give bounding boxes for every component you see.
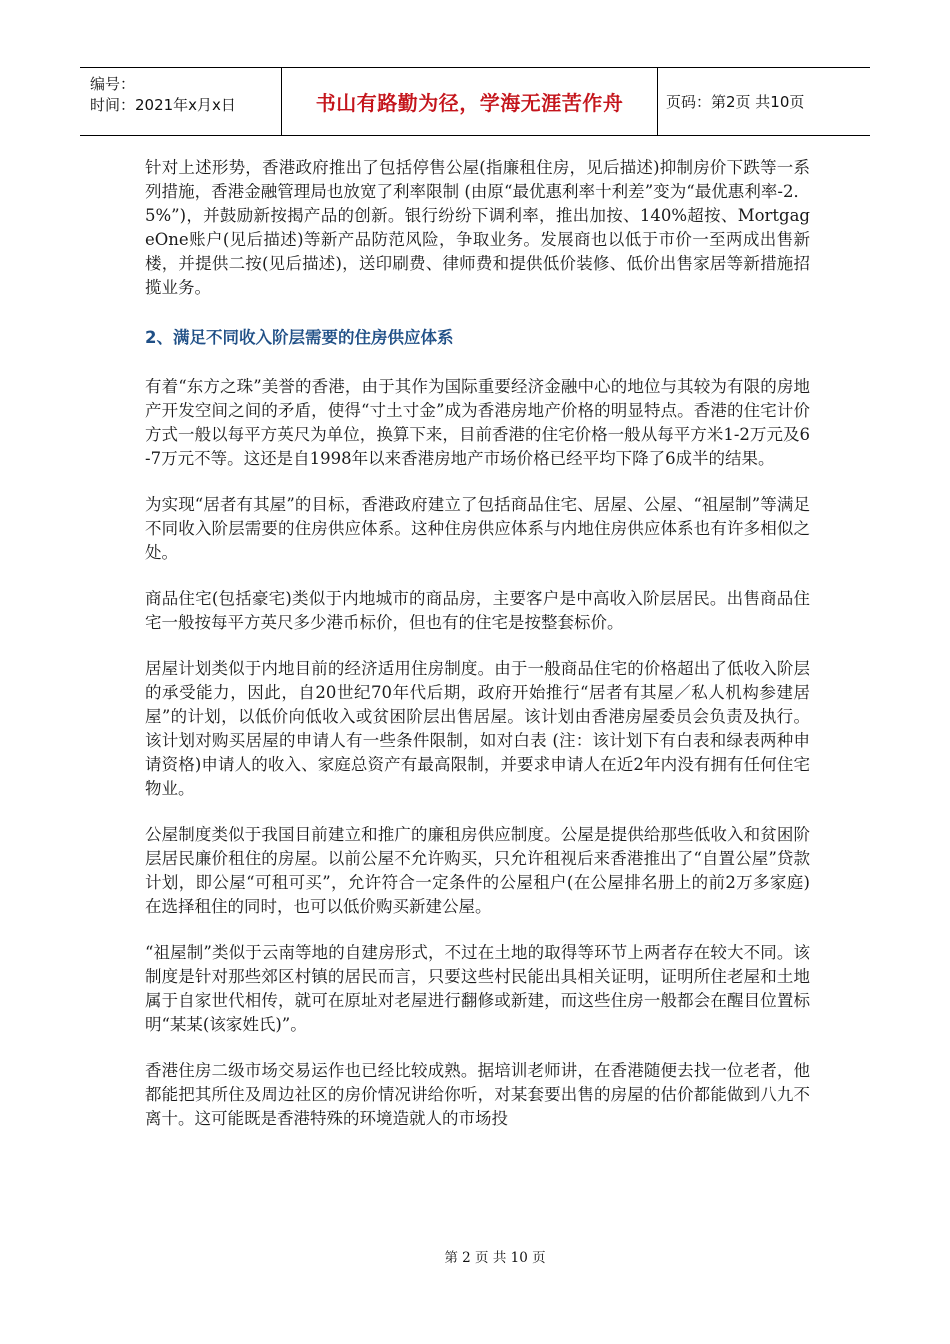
- paragraph: 有着“东方之珠”美誉的香港，由于其作为国际重要经济金融中心的地位与其较为有限的房地产开发空间之间的矛盾，使得“寸土寸金”成为香港房地产价格的明显特点。香港的住宅计价方式一般以每平方英尺为单位，换算下来，目前香港的住宅价格一般从每平方米1-2万元及6-7万元不等。这还是自1998年以来香港房地产市场价格已经平均下降了6成半的结果。: [145, 377, 810, 468]
- header-motto-cell: [282, 68, 658, 135]
- paragraph: 为实现“居者有其屋”的目标，香港政府建立了包括商品住宅、居屋、公屋、“祖屋制”等满足不同收入阶层需要的住房供应体系。这种住房供应体系与内地住房供应体系也有许多相似之处。: [145, 495, 810, 562]
- page-label: 页码：第2页 共10页: [666, 93, 805, 111]
- document-header: [80, 67, 870, 136]
- paragraph: 香港住房二级市场交易运作也已经比较成熟。据培训老师讲，在香港随便去找一位老者，他都能把其所住及周边社区的房价情况讲给你听，对某套要出售的房屋的估价都能做到八九不离十。这可能既是香港特殊的环境造就人的市场投: [145, 1061, 810, 1128]
- paragraph: 公屋制度类似于我国目前建立和推广的廉租房供应制度。公屋是提供给那些低收入和贫困阶层居民廉价租住的房屋。以前公屋不允许购买，只允许租视后来香港推出了“自置公屋”贷款计划，即公屋“可租可买”，允许符合一定条件的公屋租户(在公屋排名册上的前2万多家庭)在选择租住的同时，也可以低价购买新建公屋。: [145, 825, 810, 916]
- document-body: [145, 156, 810, 1153]
- time-label: 时间：2021年x月x日: [90, 96, 236, 114]
- footer-page-number: 第 2 页 共 10 页: [444, 1250, 546, 1266]
- paragraph: 居屋计划类似于内地目前的经济适用住房制度。由于一般商品住宅的价格超出了低收入阶层的承受能力，因此，自20世纪70年代后期，政府开始推行“居者有其屋／私人机构参建居屋”的计划，以低价向低收入或贫困阶层出售居屋。该计划由香港房屋委员会负责及执行。该计划对购买居屋的申请人有一些条件限制，如对白表 (注：该计划下有白表和绿表两种申请资格)申请人的收入、家庭总资产有最高限制，并要求申请人在近2年内没有拥有任何住宅物业。: [145, 659, 810, 798]
- paragraph: 针对上述形势，香港政府推出了包括停售公屋(指廉租住房，见后描述)抑制房价下跌等一系列措施，香港金融管理局也放宽了利率限制 (由原“最优惠利率十利差”变为“最优惠利率-2．5%”)，并鼓励新按揭产品的创新。银行纷纷下调利率，推出加按、140%超按、MortgageOne账户(见后描述)等新产品防范风险，争取业务。发展商也以低于市价一至两成出售新楼，并提供二按(见后描述)，送印刷费、律师费和提供低价装修、低价出售家居等新措施招揽业务。: [145, 158, 810, 297]
- page-footer: [0, 1246, 950, 1266]
- paragraph: 商品住宅(包括豪宅)类似于内地城市的商品房，主要客户是中高收入阶层居民。出售商品住宅一般按每平方英尺多少港币标价，但也有的住宅是按整套标价。: [145, 589, 810, 632]
- motto-text: 书山有路勤为径，学海无涯苦作舟: [315, 91, 624, 115]
- paragraph: “祖屋制”类似于云南等地的自建房形式，不过在土地的取得等环节上两者存在较大不同。该制度是针对那些郊区村镇的居民而言，只要这些村民能出具相关证明，证明所住老屋和土地属于自家世代相传，就可在原址对老屋进行翻修或新建，而这些住房一般都会在醒目位置标明“某某(该家姓氏)”。: [145, 943, 810, 1034]
- section-heading: 2、满足不同收入阶层需要的住房供应体系: [145, 328, 454, 347]
- header-meta-cell: [80, 68, 282, 135]
- number-label: 编号：: [90, 75, 136, 93]
- header-page-cell: [658, 68, 870, 135]
